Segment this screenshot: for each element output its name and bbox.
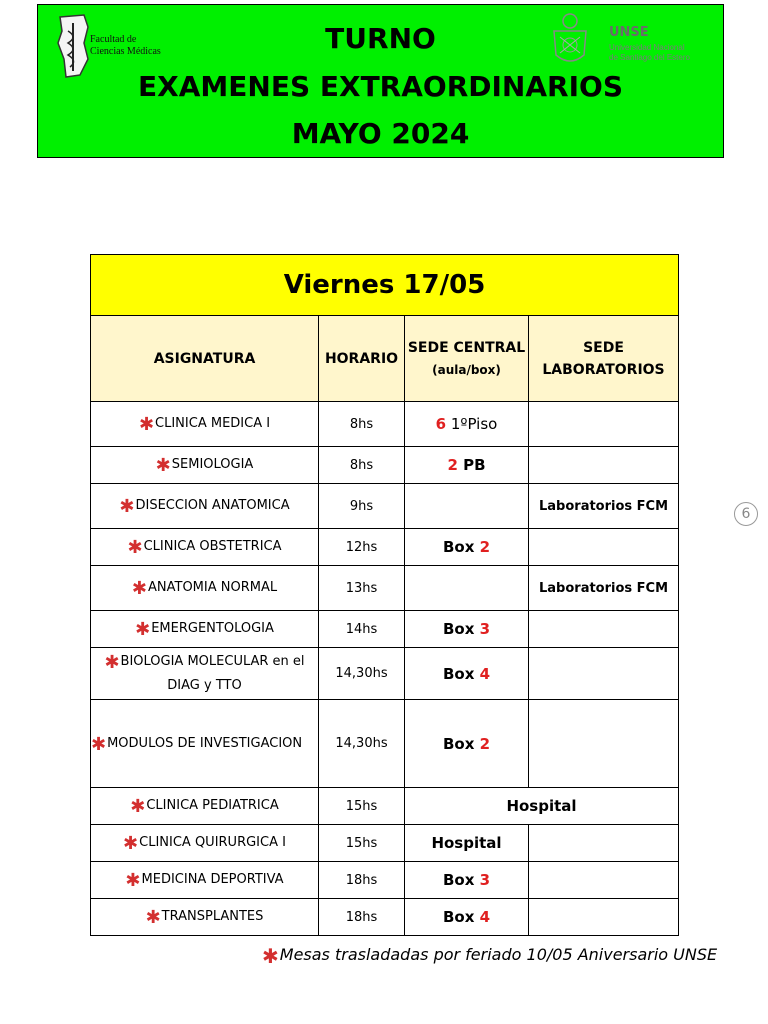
subject-cell — [91, 700, 319, 788]
header-title-line3: MAYO 2024 — [291, 117, 470, 150]
central-cell — [405, 484, 529, 529]
col-labs-title-1: SEDE — [583, 339, 624, 356]
faculty-logo-line2: Ciencias Médicas — [90, 46, 161, 57]
table-row — [91, 447, 679, 484]
asterisk-icon: ✱ — [127, 537, 143, 558]
room-number: 2 — [479, 538, 491, 556]
labs-cell — [529, 648, 679, 700]
labs-cell — [529, 862, 679, 899]
central-cell — [405, 447, 529, 484]
subject-cell — [91, 899, 319, 936]
subject-cell — [91, 484, 319, 529]
subject-cell — [91, 648, 319, 700]
table-row — [91, 899, 679, 936]
asterisk-icon: ✱ — [125, 870, 141, 891]
table-row — [91, 825, 679, 862]
central-cell — [405, 529, 529, 566]
central-prefix: Box — [442, 871, 480, 889]
subject-cell — [91, 402, 319, 447]
room-number: 4 — [479, 664, 491, 683]
time-cell: 14hs — [319, 611, 405, 648]
unse-crest-icon — [548, 11, 592, 71]
table-row — [91, 648, 679, 700]
subject-cell — [91, 611, 319, 648]
central-prefix: Box — [442, 538, 480, 556]
col-time-header: HORARIO — [319, 316, 405, 402]
col-central-subtitle: (aula/box) — [432, 362, 501, 377]
central-prefix: Box — [442, 620, 480, 638]
table-row — [91, 402, 679, 447]
labs-cell — [529, 700, 679, 788]
central-suffix: PB — [457, 456, 486, 474]
time-cell: 9hs — [319, 484, 405, 529]
asterisk-icon: ✱ — [131, 578, 147, 599]
unse-logo-name: UNSE — [609, 25, 649, 40]
subject-name: CLINICA MEDICA I — [155, 416, 271, 431]
unse-logo-subtitle — [609, 43, 690, 63]
labs-cell — [529, 402, 679, 447]
central-prefix: Box — [442, 908, 480, 926]
subject-name: CLINICA QUIRURGICA I — [139, 835, 286, 850]
time-cell: 8hs — [319, 402, 405, 447]
page-number-badge: 6 — [734, 502, 758, 526]
labs-cell — [529, 611, 679, 648]
time-cell: 15hs — [319, 825, 405, 862]
labs-cell — [529, 529, 679, 566]
footnote — [262, 944, 717, 968]
table-row — [91, 484, 679, 529]
room-number: 2 — [479, 734, 491, 753]
labs-cell: Laboratorios FCM — [529, 484, 679, 529]
table-row — [91, 862, 679, 899]
asterisk-icon: ✱ — [145, 907, 161, 928]
time-cell: 18hs — [319, 862, 405, 899]
central-cell — [405, 825, 529, 862]
subject-cell — [91, 862, 319, 899]
merged-location-cell: Hospital — [405, 788, 679, 825]
unse-logo-sub-line2: de Santiago del Estero — [609, 53, 690, 62]
asterisk-icon: ✱ — [135, 619, 151, 640]
labs-cell — [529, 825, 679, 862]
central-cell — [405, 402, 529, 447]
day-heading: Viernes 17/05 — [91, 255, 679, 316]
central-prefix: Box — [442, 664, 480, 683]
central-prefix: Box — [442, 734, 480, 753]
table-row — [91, 611, 679, 648]
table-row — [91, 529, 679, 566]
asterisk-icon: ✱ — [123, 833, 139, 854]
labs-cell: Laboratorios FCM — [529, 566, 679, 611]
subject-cell — [91, 825, 319, 862]
table-row — [91, 566, 679, 611]
asterisk-icon: ✱ — [104, 652, 120, 673]
time-cell: 8hs — [319, 447, 405, 484]
central-prefix: Hospital — [431, 834, 502, 852]
faculty-logo-line1: Facultad de — [90, 34, 137, 45]
subject-name: DISECCION ANATOMICA — [135, 498, 290, 513]
asterisk-icon: ✱ — [262, 944, 279, 968]
central-cell — [405, 700, 529, 788]
time-cell: 18hs — [319, 899, 405, 936]
subject-cell — [91, 447, 319, 484]
room-number: 6 — [435, 415, 447, 433]
subject-line2: DIAG y TTO — [167, 678, 242, 693]
subject-name: MODULOS DE INVESTIGACION — [107, 735, 303, 751]
header-title-line2: EXAMENES EXTRAORDINARIOS — [138, 70, 623, 103]
exam-schedule-table — [90, 254, 679, 936]
time-cell: 14,30hs — [319, 700, 405, 788]
central-suffix: 1ºPiso — [446, 415, 498, 433]
central-cell — [405, 899, 529, 936]
col-subject-header: ASIGNATURA — [91, 316, 319, 402]
central-cell — [405, 648, 529, 700]
time-cell: 13hs — [319, 566, 405, 611]
central-cell — [405, 862, 529, 899]
table-row — [91, 700, 679, 788]
col-labs-header — [529, 316, 679, 402]
time-cell: 14,30hs — [319, 648, 405, 700]
subject-name: SEMIOLOGIA — [171, 457, 254, 472]
central-cell — [405, 611, 529, 648]
subject-name: EMERGENTOLOGIA — [151, 621, 274, 636]
subject-cell — [91, 529, 319, 566]
footnote-text: Mesas trasladadas por feriado 10/05 Aniversario UNSE — [279, 945, 718, 964]
room-number: 3 — [479, 871, 491, 889]
subject-name: BIOLOGIA MOLECULAR en el — [120, 654, 305, 669]
subject-name: ANATOMIA NORMAL — [148, 580, 278, 595]
col-labs-title-2: LABORATORIOS — [542, 361, 665, 378]
column-header-row — [91, 316, 679, 402]
col-central-header — [405, 316, 529, 402]
asterisk-icon: ✱ — [138, 414, 155, 435]
header-title-line1: TURNO — [325, 22, 436, 55]
asterisk-icon: ✱ — [155, 455, 171, 476]
asterisk-icon: ✱ — [91, 733, 107, 755]
room-number: 4 — [479, 908, 491, 926]
day-row — [91, 255, 679, 316]
time-cell: 12hs — [319, 529, 405, 566]
subject-name: TRANSPLANTES — [161, 909, 264, 924]
asterisk-icon: ✱ — [119, 496, 135, 517]
unse-logo-sub-line1: Universidad Nacional — [609, 43, 685, 52]
col-central-title: SEDE CENTRAL — [407, 339, 526, 356]
table-row — [91, 788, 679, 825]
subject-line1 — [91, 650, 318, 674]
room-number: 2 — [447, 456, 458, 474]
subject-cell — [91, 566, 319, 611]
subject-name: MEDICINA DEPORTIVA — [141, 872, 284, 887]
subject-name: CLINICA PEDIATRICA — [146, 798, 279, 813]
header-banner — [37, 4, 724, 158]
central-cell — [405, 566, 529, 611]
subject-cell — [91, 788, 319, 825]
labs-cell — [529, 447, 679, 484]
asterisk-icon: ✱ — [130, 796, 146, 817]
subject-name: CLINICA OBSTETRICA — [143, 539, 282, 554]
room-number: 3 — [479, 620, 491, 638]
labs-cell — [529, 899, 679, 936]
time-cell: 15hs — [319, 788, 405, 825]
